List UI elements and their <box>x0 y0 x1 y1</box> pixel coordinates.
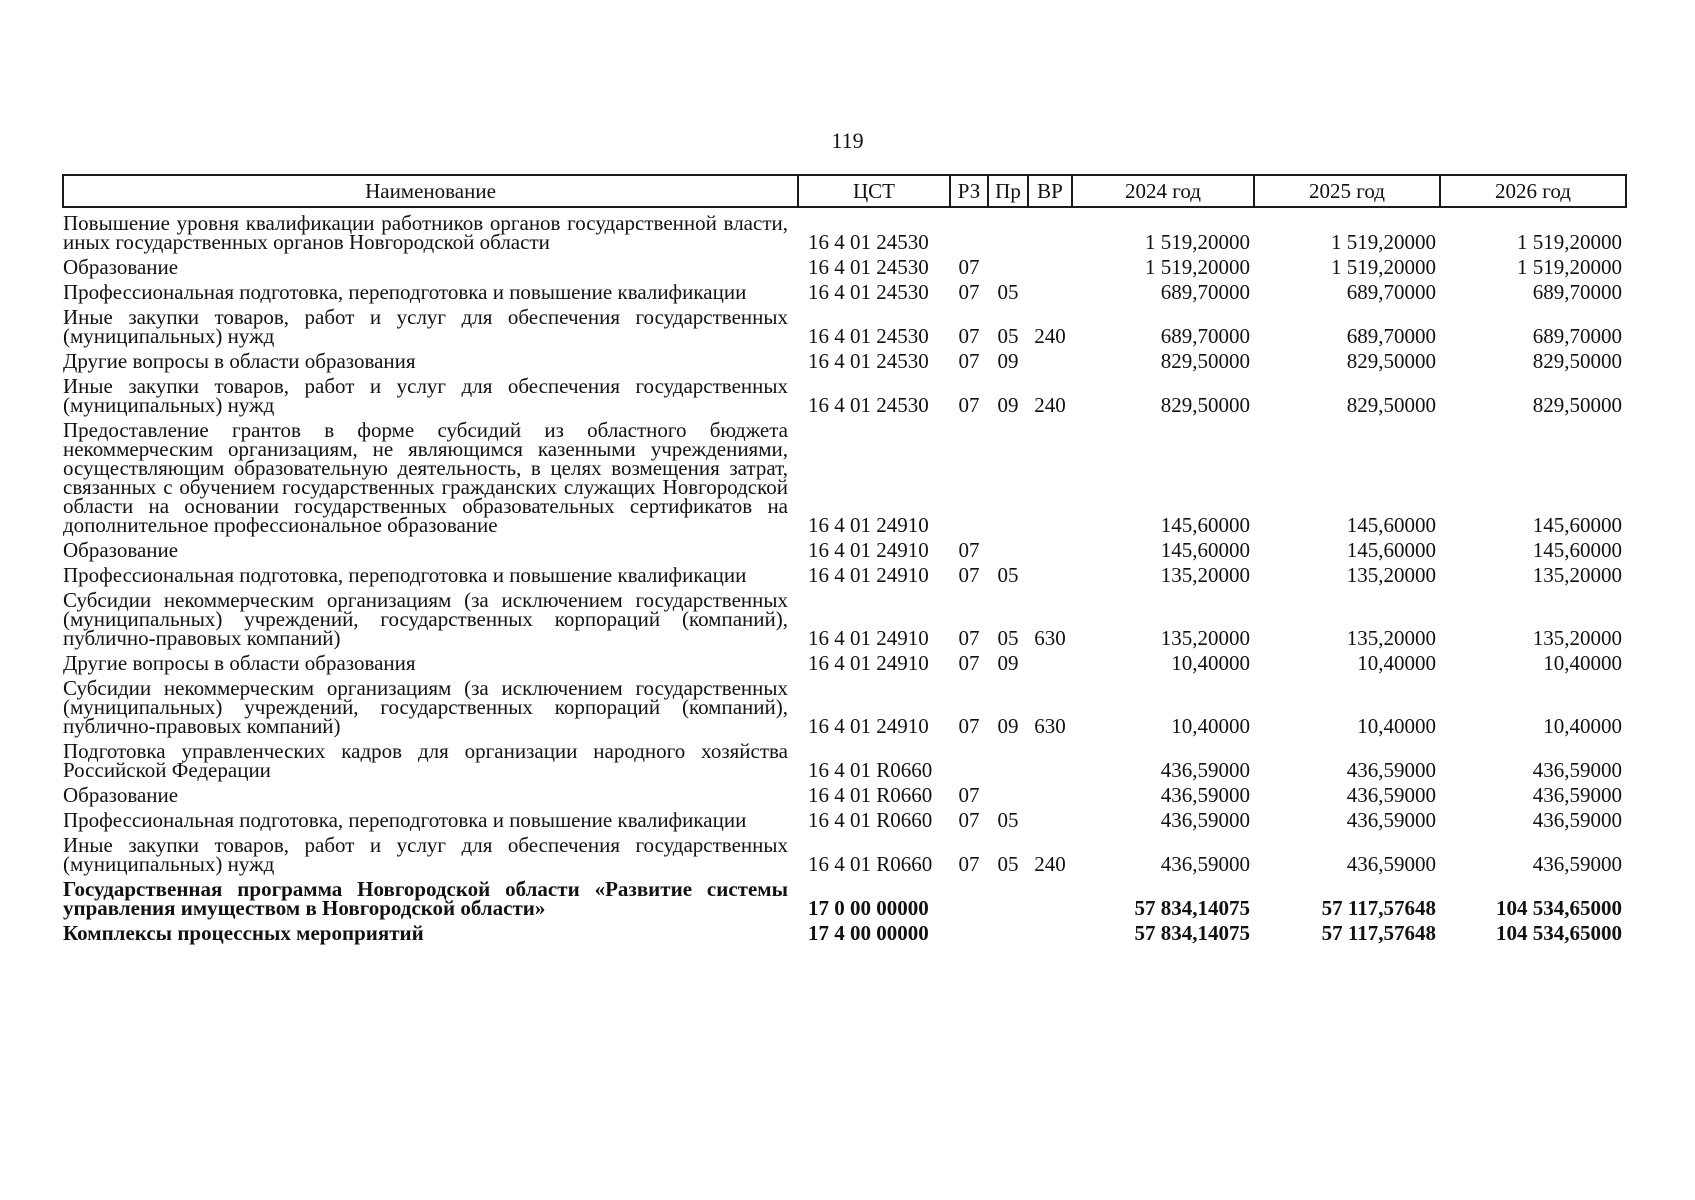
row-name: Субсидии некоммерческим организациям (за исключением государственных (муниципальных) учреждений, государственных корпораций (компаний), публично-правовых компаний) <box>63 588 788 650</box>
row-pr-code: 05 <box>997 626 1019 650</box>
row-vr-code <box>1028 252 1072 277</box>
row-amount-2024: 436,59000 <box>1160 852 1250 876</box>
row-pr-code: 05 <box>997 563 1019 587</box>
table-row <box>63 736 1626 780</box>
row-amount-2024: 689,70000 <box>1160 280 1250 304</box>
row-amount-2025: 436,59000 <box>1346 758 1436 782</box>
table-row <box>63 207 1626 252</box>
row-cst-code: 16 4 01 24530 <box>808 324 929 348</box>
row-cst-code: 16 4 01 24910 <box>808 563 929 587</box>
row-pr-code <box>988 535 1028 560</box>
table-row <box>63 371 1626 415</box>
row-pr-code <box>988 736 1028 780</box>
row-amount-2026: 145,60000 <box>1532 538 1622 562</box>
row-cst-code: 16 4 01 24530 <box>808 280 929 304</box>
row-vr-code <box>1028 415 1072 535</box>
row-cst-code: 16 4 01 24910 <box>808 714 929 738</box>
row-cst-code: 16 4 01 R0660 <box>808 783 933 807</box>
row-vr-code: 240 <box>1034 852 1066 876</box>
row-name: Образование <box>63 538 179 562</box>
table-row <box>63 277 1626 302</box>
budget-table <box>62 174 1627 943</box>
row-rz-code: 07 <box>958 255 980 279</box>
row-name: Предоставление грантов в форме субсидий из областного бюджета некоммерческим организациям, не являющимся казенными учреждениями, осуществляющим образовательную деятельность, в целях возмещения затрат, связанных с обучением государственных гражданских служащих Новгородской области на основании государственных образовательных сертификатов на дополнительное профессиональное образование <box>63 418 788 537</box>
table-row <box>63 918 1626 943</box>
row-pr-code: 09 <box>997 714 1019 738</box>
row-rz-code: 07 <box>958 714 980 738</box>
row-amount-2026: 10,40000 <box>1543 651 1622 675</box>
row-rz-code <box>950 207 988 252</box>
row-amount-2026: 1 519,20000 <box>1517 230 1622 254</box>
row-vr-code: 240 <box>1034 324 1066 348</box>
row-cst-code: 17 0 00 00000 <box>808 896 929 920</box>
row-vr-code <box>1028 805 1072 830</box>
row-amount-2024: 10,40000 <box>1171 651 1250 675</box>
row-amount-2024: 145,60000 <box>1160 513 1250 537</box>
row-name: Повышение уровня квалификации работников органов государственной власти, иных государственных органов Новгородской области <box>63 211 788 254</box>
row-amount-2025: 1 519,20000 <box>1331 230 1436 254</box>
row-name: Иные закупки товаров, работ и услуг для обеспечения государственных (муниципальных) нужд <box>63 833 788 876</box>
row-rz-code: 07 <box>958 280 980 304</box>
row-rz-code: 07 <box>958 783 980 807</box>
row-vr-code <box>1028 560 1072 585</box>
row-name: Иные закупки товаров, работ и услуг для обеспечения государственных (муниципальных) нужд <box>63 374 788 417</box>
header-cst: ЦСТ <box>798 175 950 207</box>
row-rz-code <box>950 736 988 780</box>
table-row <box>63 535 1626 560</box>
header-2026: 2026 год <box>1440 175 1626 207</box>
row-vr-code: 630 <box>1034 714 1066 738</box>
row-amount-2026: 135,20000 <box>1532 563 1622 587</box>
row-amount-2025: 689,70000 <box>1346 324 1436 348</box>
header-2024: 2024 год <box>1072 175 1254 207</box>
row-amount-2025: 57 117,57648 <box>1321 921 1436 945</box>
row-cst-code: 16 4 01 R0660 <box>808 758 933 782</box>
row-cst-code: 16 4 01 24910 <box>808 626 929 650</box>
row-amount-2026: 436,59000 <box>1532 758 1622 782</box>
table-row <box>63 346 1626 371</box>
row-rz-code <box>950 415 988 535</box>
row-pr-code: 09 <box>997 651 1019 675</box>
row-amount-2025: 829,50000 <box>1346 349 1436 373</box>
row-cst-code: 16 4 01 24910 <box>808 538 929 562</box>
row-amount-2026: 10,40000 <box>1543 714 1622 738</box>
row-cst-code: 16 4 01 24530 <box>808 230 929 254</box>
row-amount-2025: 689,70000 <box>1346 280 1436 304</box>
table-body <box>63 207 1626 943</box>
row-amount-2024: 436,59000 <box>1160 758 1250 782</box>
row-rz-code: 07 <box>958 538 980 562</box>
row-vr-code <box>1028 736 1072 780</box>
row-amount-2026: 689,70000 <box>1532 324 1622 348</box>
row-amount-2024: 1 519,20000 <box>1145 255 1250 279</box>
row-pr-code: 05 <box>997 324 1019 348</box>
row-rz-code: 07 <box>958 852 980 876</box>
row-amount-2024: 135,20000 <box>1160 626 1250 650</box>
page-number: 119 <box>831 128 864 153</box>
row-amount-2025: 1 519,20000 <box>1331 255 1436 279</box>
row-amount-2024: 436,59000 <box>1160 808 1250 832</box>
row-amount-2026: 135,20000 <box>1532 626 1622 650</box>
table-row <box>63 302 1626 346</box>
header-2025: 2025 год <box>1254 175 1440 207</box>
row-vr-code <box>1028 648 1072 673</box>
row-amount-2025: 57 117,57648 <box>1321 896 1436 920</box>
row-cst-code: 16 4 01 24910 <box>808 651 929 675</box>
row-amount-2024: 57 834,14075 <box>1134 896 1250 920</box>
row-pr-code <box>988 918 1028 943</box>
row-vr-code <box>1028 207 1072 252</box>
row-amount-2025: 436,59000 <box>1346 783 1436 807</box>
header-rz: РЗ <box>950 175 988 207</box>
row-name: Комплексы процессных мероприятий <box>63 921 424 945</box>
row-amount-2025: 10,40000 <box>1357 651 1436 675</box>
header-pr: Пр <box>988 175 1028 207</box>
row-rz-code: 07 <box>958 324 980 348</box>
row-cst-code: 16 4 01 R0660 <box>808 852 933 876</box>
row-amount-2024: 689,70000 <box>1160 324 1250 348</box>
row-name: Профессиональная подготовка, переподготовка и повышение квалификации <box>63 808 747 832</box>
row-amount-2026: 436,59000 <box>1532 852 1622 876</box>
row-name: Иные закупки товаров, работ и услуг для обеспечения государственных (муниципальных) нужд <box>63 305 788 348</box>
row-amount-2026: 829,50000 <box>1532 349 1622 373</box>
row-amount-2025: 436,59000 <box>1346 852 1436 876</box>
row-amount-2024: 829,50000 <box>1160 393 1250 417</box>
row-pr-code <box>988 780 1028 805</box>
row-vr-code <box>1028 780 1072 805</box>
row-amount-2024: 145,60000 <box>1160 538 1250 562</box>
row-cst-code: 16 4 01 24910 <box>808 513 929 537</box>
row-name: Другие вопросы в области образования <box>63 349 416 373</box>
table-row <box>63 252 1626 277</box>
row-vr-code <box>1028 277 1072 302</box>
row-amount-2024: 10,40000 <box>1171 714 1250 738</box>
table-row <box>63 874 1626 918</box>
row-amount-2025: 135,20000 <box>1346 563 1436 587</box>
row-amount-2025: 145,60000 <box>1346 513 1436 537</box>
row-pr-code: 09 <box>997 393 1019 417</box>
row-amount-2024: 436,59000 <box>1160 783 1250 807</box>
row-amount-2025: 10,40000 <box>1357 714 1436 738</box>
row-name: Субсидии некоммерческим организациям (за исключением государственных (муниципальных) учреждений, государственных корпораций (компаний), публично-правовых компаний) <box>63 676 788 738</box>
row-pr-code <box>988 415 1028 535</box>
row-pr-code: 05 <box>997 852 1019 876</box>
table-row <box>63 415 1626 535</box>
table-row <box>63 830 1626 874</box>
row-cst-code: 16 4 01 24530 <box>808 255 929 279</box>
header-vr: ВР <box>1028 175 1072 207</box>
row-vr-code <box>1028 535 1072 560</box>
row-name: Профессиональная подготовка, переподготовка и повышение квалификации <box>63 563 747 587</box>
row-pr-code: 09 <box>997 349 1019 373</box>
row-amount-2024: 57 834,14075 <box>1134 921 1250 945</box>
table-row <box>63 805 1626 830</box>
row-amount-2026: 829,50000 <box>1532 393 1622 417</box>
row-amount-2024: 1 519,20000 <box>1145 230 1250 254</box>
row-cst-code: 17 4 00 00000 <box>808 921 929 945</box>
row-cst-code: 16 4 01 R0660 <box>808 808 933 832</box>
row-pr-code <box>988 207 1028 252</box>
row-amount-2024: 829,50000 <box>1160 349 1250 373</box>
row-cst-code: 16 4 01 24530 <box>808 393 929 417</box>
row-amount-2025: 829,50000 <box>1346 393 1436 417</box>
row-pr-code: 05 <box>997 280 1019 304</box>
row-rz-code: 07 <box>958 349 980 373</box>
row-pr-code <box>988 252 1028 277</box>
row-amount-2026: 104 534,65000 <box>1496 921 1622 945</box>
table-row <box>63 648 1626 673</box>
table-row <box>63 560 1626 585</box>
row-amount-2025: 436,59000 <box>1346 808 1436 832</box>
row-vr-code: 630 <box>1034 626 1066 650</box>
row-name: Профессиональная подготовка, переподготовка и повышение квалификации <box>63 280 747 304</box>
row-amount-2025: 135,20000 <box>1346 626 1436 650</box>
row-rz-code: 07 <box>958 563 980 587</box>
row-amount-2025: 145,60000 <box>1346 538 1436 562</box>
row-vr-code <box>1028 874 1072 918</box>
row-rz-code: 07 <box>958 651 980 675</box>
row-amount-2024: 135,20000 <box>1160 563 1250 587</box>
row-amount-2026: 689,70000 <box>1532 280 1622 304</box>
row-name: Другие вопросы в области образования <box>63 651 416 675</box>
table-row <box>63 673 1626 736</box>
table-row <box>63 585 1626 648</box>
row-amount-2026: 1 519,20000 <box>1517 255 1622 279</box>
row-cst-code: 16 4 01 24530 <box>808 349 929 373</box>
header-name: Наименование <box>63 175 798 207</box>
row-vr-code: 240 <box>1034 393 1066 417</box>
row-rz-code: 07 <box>958 626 980 650</box>
row-name: Образование <box>63 255 179 279</box>
row-amount-2026: 104 534,65000 <box>1496 896 1622 920</box>
row-rz-code <box>950 918 988 943</box>
row-vr-code <box>1028 346 1072 371</box>
row-name: Государственная программа Новгородской области «Развитие системы управления имуществом в Новгородской области» <box>63 877 788 920</box>
row-amount-2026: 436,59000 <box>1532 808 1622 832</box>
row-rz-code <box>950 874 988 918</box>
row-pr-code: 05 <box>997 808 1019 832</box>
row-vr-code <box>1028 918 1072 943</box>
row-pr-code <box>988 874 1028 918</box>
row-rz-code: 07 <box>958 393 980 417</box>
table-header-row <box>63 175 1626 207</box>
row-name: Подготовка управленческих кадров для организации народного хозяйства Российской Федерации <box>63 739 788 782</box>
table-row <box>63 780 1626 805</box>
row-amount-2026: 145,60000 <box>1532 513 1622 537</box>
row-amount-2026: 436,59000 <box>1532 783 1622 807</box>
row-name: Образование <box>63 783 179 807</box>
row-rz-code: 07 <box>958 808 980 832</box>
